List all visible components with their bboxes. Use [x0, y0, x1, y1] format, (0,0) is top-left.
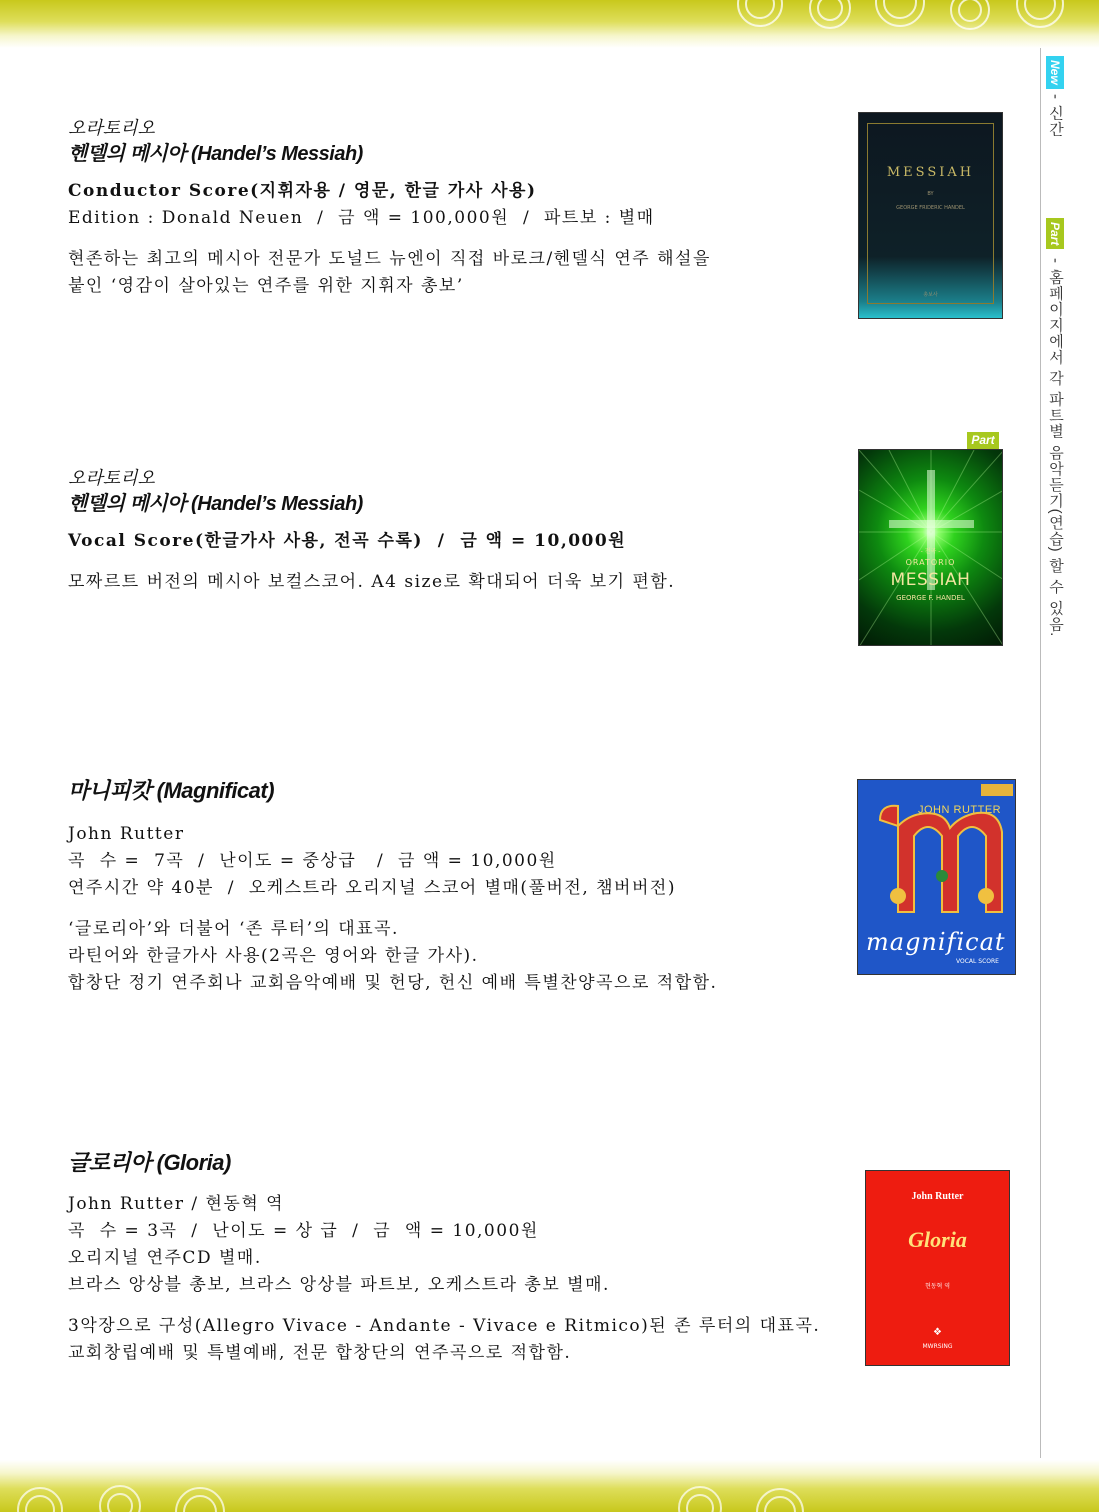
part-badge: Part: [967, 432, 999, 449]
product-edition-type: Conductor Score(지휘자용 / 영문, 한글 가사 사용): [68, 181, 537, 201]
product-description: 라틴어와 한글가사 사용(2곡은 영어와 한글 가사).: [68, 946, 479, 966]
product-title: 마니피캇 (Magnificat): [68, 778, 275, 803]
cover-title: Gloria: [908, 1227, 967, 1252]
product-magnificat: [68, 777, 717, 997]
part-tag-description: - 홈페이지에서 각 파트별 음악듣기(연습) 할 수 있음.: [1047, 258, 1064, 638]
product-duration-info: 연주시간 약 40분 / 오케스트라 오리지널 스코어 별매(풀버전, 챔버버전): [68, 878, 676, 898]
product-description: 교회창립예배 및 특별예배, 전문 합창단의 연주곡으로 적합함.: [68, 1343, 572, 1363]
product-price-info: Edition : Donald Neuen / 금 액 = 100,000원 / 파트보 : 별매: [68, 208, 655, 228]
product-description: 붙인 ‘영감이 살아있는 연주를 위한 지휘자 총보’: [68, 276, 464, 296]
product-price-info: 곡 수 = 3곡 / 난이도 = 상 급 / 금 액 = 10,000원: [68, 1221, 539, 1241]
cover-by: BY: [927, 191, 934, 197]
cover-translator: 현동혁 역: [924, 1283, 951, 1290]
product-edition-type: Vocal Score(한글가사 사용, 전곡 수록) / 금 액 = 10,000원: [68, 531, 627, 551]
product-description: 모짜르트 버전의 메시아 보컬스코어. A4 size로 확대되어 더욱 보기 편함.: [68, 572, 676, 592]
publisher-logo-icon: ❖: [933, 1327, 942, 1338]
product-category: 오라토리오: [68, 118, 155, 138]
cover-composer: JOHN RUTTER: [918, 804, 1002, 816]
cover-composer: GEORGE F. HANDEL: [896, 594, 965, 602]
product-price-info: 곡 수 = 7곡 / 난이도 = 중상급 / 금 액 = 10,000원: [68, 851, 557, 871]
part-tag: Part: [1046, 218, 1064, 249]
cover-composer: GEORGE FRIDERIC HANDEL: [896, 205, 965, 211]
new-tag: New: [1046, 56, 1064, 89]
cover-title: magnificat: [866, 928, 1006, 956]
cover-label: - 전곡 -: [920, 548, 941, 555]
swirl-pattern-icon: [0, 1460, 1099, 1512]
bottom-decorative-band: [0, 1460, 1099, 1512]
product-title: 글로리아 (Gloria): [68, 1150, 231, 1175]
product-composer: John Rutter / 현동혁 역: [68, 1194, 285, 1214]
top-decorative-band: [0, 0, 1099, 48]
cover-subtitle: VOCAL SCORE: [956, 958, 999, 965]
new-tag-description: - 신간: [1047, 94, 1064, 138]
cover-image-messiah-conductor: [858, 112, 1003, 319]
product-description: ‘글로리아’와 더불어 ‘존 루터’의 대표곡.: [68, 919, 399, 939]
sidebar-divider: [1040, 48, 1041, 1458]
product-vocal-score: [68, 466, 675, 596]
product-title: 헨델의 메시아 (Handel’s Messiah): [68, 143, 363, 165]
cover-image-gloria: [865, 1170, 1010, 1366]
product-gloria: [68, 1149, 820, 1367]
cover-subtitle: ORATORIO: [905, 558, 956, 567]
product-description: 현존하는 최고의 메시아 전문가 도널드 뉴엔이 직접 바로크/헨델식 연주 해설을: [68, 249, 711, 269]
cover-image-magnificat: [857, 779, 1016, 975]
product-composer: John Rutter: [68, 824, 185, 844]
product-score-info: 브라스 앙상블 총보, 브라스 앙상블 파트보, 오케스트라 총보 별매.: [68, 1275, 610, 1295]
cover-frame: [867, 123, 994, 304]
cover-composer: John Rutter: [911, 1191, 964, 1202]
product-category: 오라토리오: [68, 468, 155, 488]
cover-publisher: 총보사: [923, 292, 938, 298]
swirl-pattern-icon: [0, 0, 1099, 48]
cover-publisher: MWRSING: [922, 1343, 953, 1350]
product-title: 헨델의 메시아 (Handel’s Messiah): [68, 493, 363, 515]
cover-image-messiah-vocal: [858, 449, 1003, 646]
product-description: 3악장으로 구성(Allegro Vivace - Andante - Vivace e Ritmico)된 존 루터의 대표곡.: [68, 1316, 821, 1336]
product-description: 합창단 정기 연주회나 교회음악예배 및 헌당, 헌신 예배 특별찬양곡으로 적합함.: [68, 973, 718, 993]
cover-title: MESSIAH: [890, 570, 971, 590]
product-cd-info: 오리지널 연주CD 별매.: [68, 1248, 262, 1268]
product-conductor-score: [68, 116, 711, 300]
cover-title: MESSIAH: [886, 165, 975, 180]
